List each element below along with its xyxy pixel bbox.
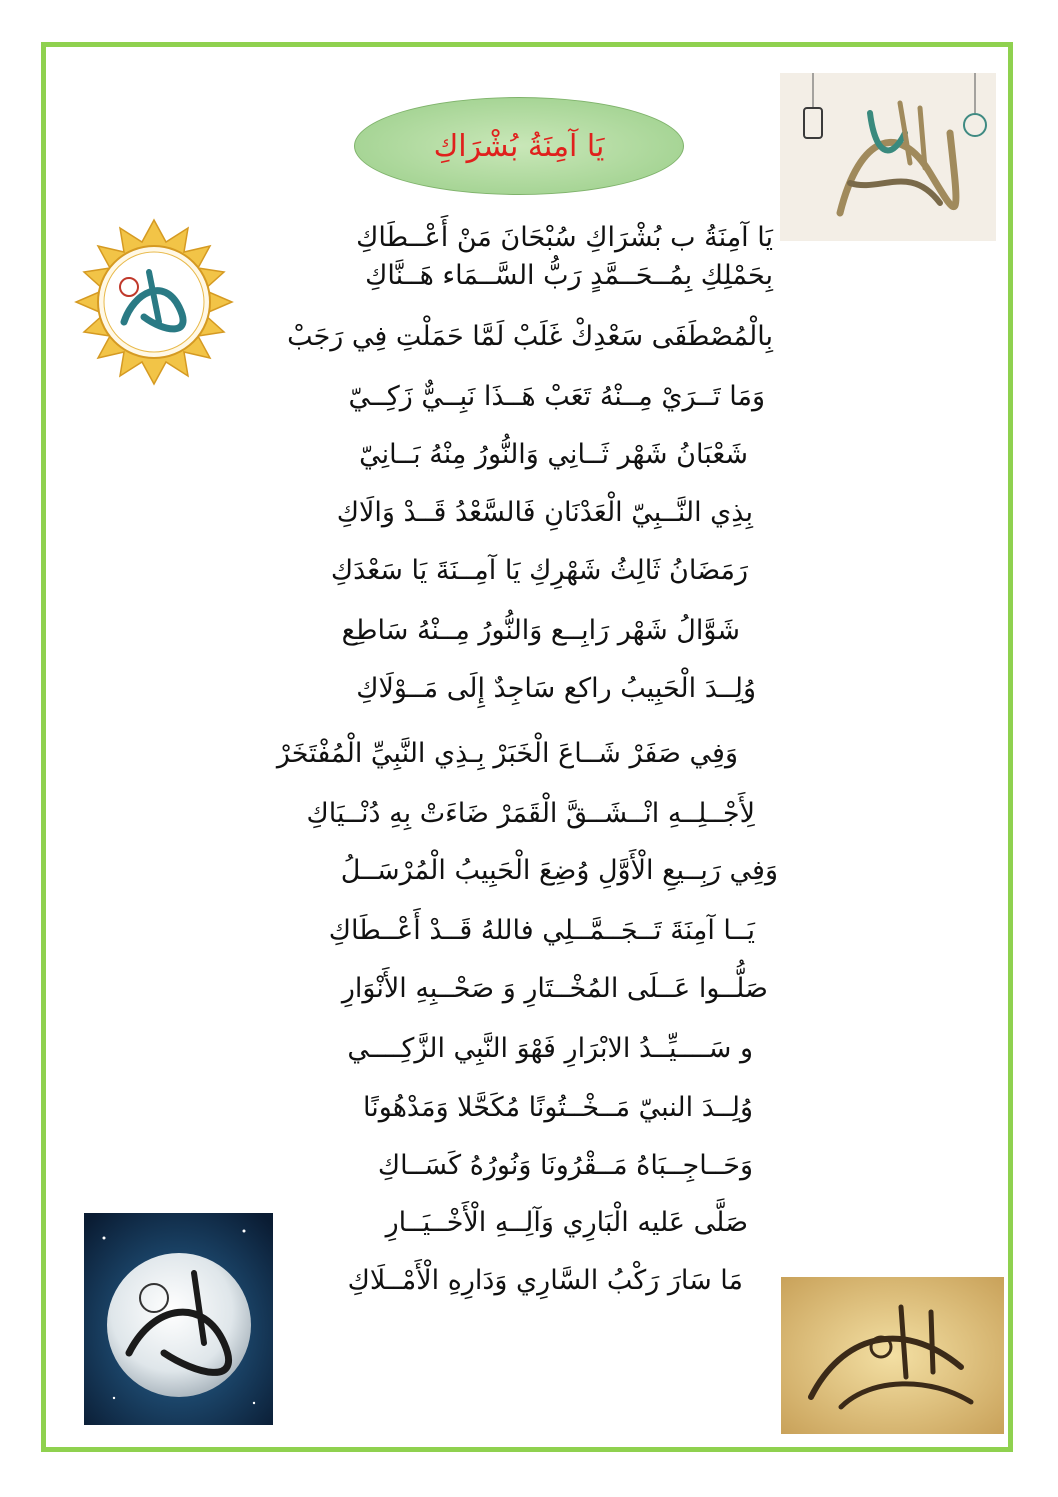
poem-line: بِذِي النَّــبِيّ الْعَدْنَانِ فَالسَّعْدُ قَــدْ وَالَاكِ xyxy=(336,497,753,528)
poem-line: بِالْمُصْطَفَى سَعْدِكْ غَلَبْ لَمَّا حَمَلْتِ فِي رَجَبْ xyxy=(287,321,773,352)
poem-line: شَعْبَانُ شَهْر ثَــانِي وَالنُّورُ مِنْهُ بَــانِيّ xyxy=(359,439,748,470)
poem-line: صَلُّــوا عَــلَى المُخْــتَارِ وَ صَحْــبِهِ الأَنْوَارِ xyxy=(341,973,768,1004)
poem-line: يَــا آمِنَةَ تَــجَــمَّــلِي فاللهُ قَــدْ أَعْــطَاكِ xyxy=(328,915,755,946)
poem-line: شَوَّالُ شَهْر رَابِــع وَالنُّورُ مِــنْهُ سَاطِع xyxy=(341,615,740,646)
poem-line: وُلِــدَ النبيّ مَــخْــتُونًا مُكَحَّلا وَمَدْهُونًا xyxy=(363,1092,753,1123)
poem-line: بِحَمْلِكِ بِمُــحَــمَّدٍ رَبُّ السَّــمَاء هَــنَّاكِ xyxy=(365,260,773,291)
poem-line: وَفِي صَفَرْ شَــاعَ الْخَبَرْ بِـذِي النَّبِيِّ الْمُفْتَخَرْ xyxy=(276,738,738,769)
poem-line: وُلِــدَ الْحَبِيبُ راكع سَاجِدٌ إِلَى مَــوْلَاكِ xyxy=(356,673,756,704)
poem-line: يَا آمِنَةُ ب بُشْرَاكِ سُبْحَانَ مَنْ أَعْــطَاكِ xyxy=(356,222,773,253)
poem-line: لِأَجْــلِــهِ انْــشَــقَّ الْقَمَرْ ضَاءَتْ بِهِ دُنْــيَاكِ xyxy=(306,798,755,829)
poem-line: صَلَّى عَليه الْبَارِي وَآلِــهِ الْأَخْــيَــارِ xyxy=(385,1207,748,1238)
poem-line: رَمَضَانُ ثَالِثُ شَهْرِكِ يَا آمِــنَةَ يَا سَعْدَكِ xyxy=(330,555,748,586)
poem-line: وَحَــاجِــبَاهُ مَــقْرُونَا وَنُورُهُ كَسَــاكِ xyxy=(377,1150,753,1181)
poem-line: مَا سَارَ رَكْبُ السَّارِي وَدَارِهِ الْأَمْــلَاكِ xyxy=(347,1265,743,1296)
poem-line: وَفِي رَبِــيعِ الْأَوَّلِ وُضِعَ الْحَبِيبُ الْمُرْسَــلُ xyxy=(340,855,778,886)
poem-line: وَمَا تَــرَيْ مِــنْهُ تَعَبْ هَــذَا نَبِــيٌّ زَكِــيّ xyxy=(348,381,765,412)
poem-title: يَا آمِنَةُ بُشْرَاكِ xyxy=(433,128,605,164)
poem-line: و سَــــيِّــدُ الابْرَارِ فَهْوَ النَّبِي الزَّكِــــي xyxy=(347,1033,753,1064)
